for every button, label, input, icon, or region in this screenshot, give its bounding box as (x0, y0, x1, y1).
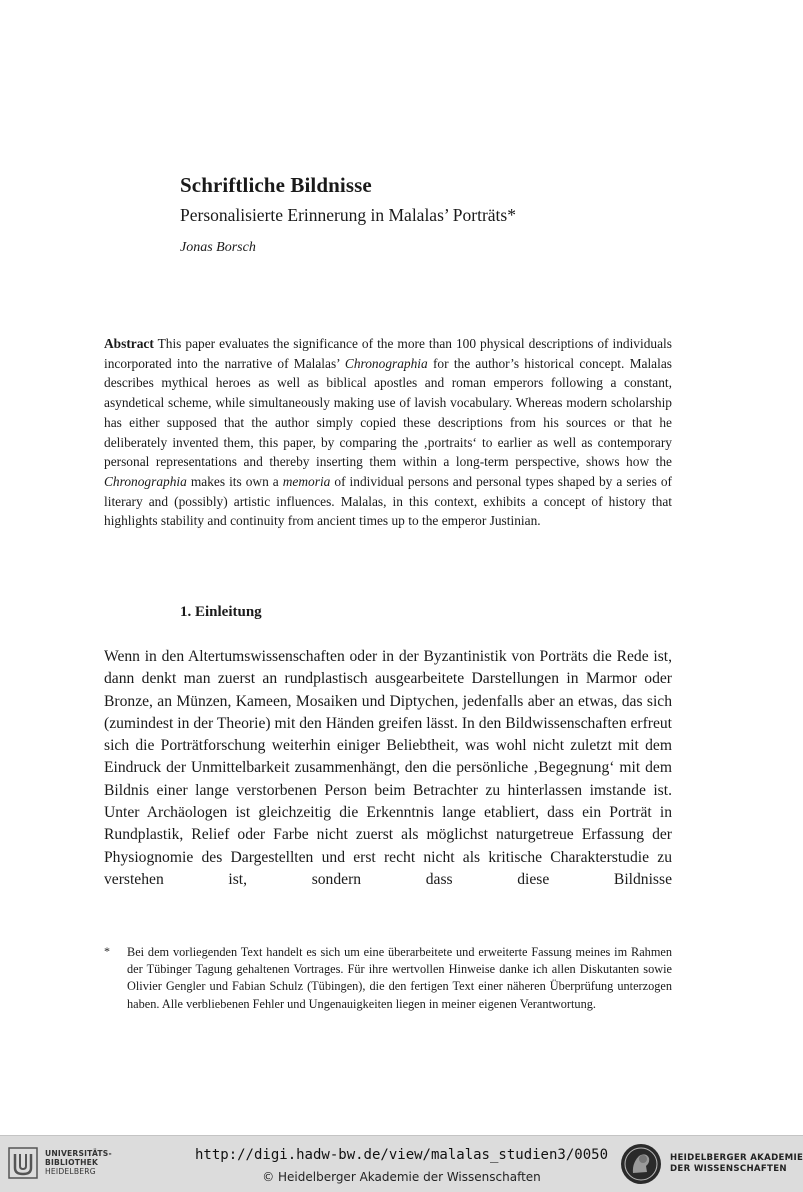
permalink-url[interactable]: http://digi.hadw-bw.de/view/malalas_studien3/0050 (194, 1147, 608, 1163)
abstract-paragraph (104, 334, 672, 531)
abstract-italic-3: memoria (282, 473, 331, 489)
hadw-line-1: HEIDELBERGER AKADEMIE (670, 1153, 803, 1163)
academy-name (670, 1153, 803, 1175)
copyright-notice: © Heidelberger Akademie der Wissenschaften (262, 1170, 541, 1184)
viewer-footer (0, 1135, 803, 1192)
hadw-line-2: DER WISSENSCHAFTEN (670, 1164, 787, 1174)
abstract-italic-2: Chronographia (104, 473, 187, 489)
footnote-marker: * (104, 944, 110, 958)
section-heading: 1. Einleitung (180, 604, 262, 620)
ub-line-1: UNIVERSITÄTS- (45, 1149, 112, 1158)
abstract-text-2: for the author’s historical concept. Malalas describes mythical heroes as well as biblical apostles and roman emperors following a constant, asyndetical scheme, while simultaneously making use of lavish vocabulary. Whereas modern scholarship has either supposed that the author simply copied these descriptions from his sources or that he deliberately invented them, this paper, by comparing the ‚portraits‘ to earlier as well as contemporary personal representations and thereby inserting them within a long-term perspective, shows how the (104, 355, 672, 470)
article-author: Jonas Borsch (180, 240, 256, 255)
body-paragraph: Wenn in den Altertumswissenschaften oder in der Byzantinistik von Porträts die Rede ist, dann denkt man zuerst an rundplastisch ausgearbeitete Darstellungen in Marmor oder Bronze, an Münzen, Kameen, Mosaiken und Diptychen, jedenfalls aber an etwas, das sich (zumindest in der Theorie) mit den Händen greifen lässt. In den Bildwissenschaften erfreut sich die Porträtforschung weiterhin einiger Beliebtheit, was wohl nicht zuletzt mit dem Eindruck der Unmittelbarkeit zusammenhängt, den die persönliche ‚Begegnung‘ mit dem Bildnis einer lange verstorbenen Person beim Betrachter zu hinterlassen imstande ist. Unter Archäologen ist gleichzeitig die Erkenntnis lange etabliert, dass ein Porträt in Rundplastik, Relief oder Farbe nicht zuerst als möglichst naturgetreue Erfassung der Physiognomie des Dargestellten und erst recht nicht als kritische Charakterstudie zu verstehen ist, sondern dass diese Bildnisse (104, 648, 672, 888)
ub-line-3: HEIDELBERG (45, 1167, 96, 1176)
abstract-label: Abstract (104, 336, 154, 351)
article-title: Schriftliche Bildnisse (180, 173, 372, 197)
footnote-text: Bei dem vorliegenden Text handelt es sich um eine überarbeitete und erweiterte Fassung meines im Rahmen der Tübinger Tagung gehaltenen Vortrages. Für ihre wertvollen Hinweise danke ich allen Diskutanten sowie Olivier Gengler und Fabian Schulz (Tübingen), die den fertigen Text einer näheren Überprüfung unterzogen haben. Alle verbliebenen Fehler und Ungenauigkeiten liegen in meiner eigenen Verantwortung. (127, 945, 672, 1011)
abstract-text-1: This paper evaluates the significance of the more than 100 physical descriptions of individuals incorporated into the narrative of Malalas’ (104, 336, 672, 371)
article-subtitle: Personalisierte Erinnerung in Malalas’ Porträts* (180, 205, 516, 225)
ub-line-2: BIBLIOTHEK (45, 1158, 99, 1167)
abstract-text-4: of individual persons and personal types shaped by a series of literary and (possibly) artistic influences. Malalas, in this context, exhibits a concept of history that highlights stability and continuity from ancient times up to the emperor Justinian. (104, 473, 672, 529)
abstract-text-3: makes its own a (186, 473, 283, 489)
academy-seal-icon (619, 1141, 663, 1187)
abstract-italic-1: Chronographia (344, 355, 428, 371)
